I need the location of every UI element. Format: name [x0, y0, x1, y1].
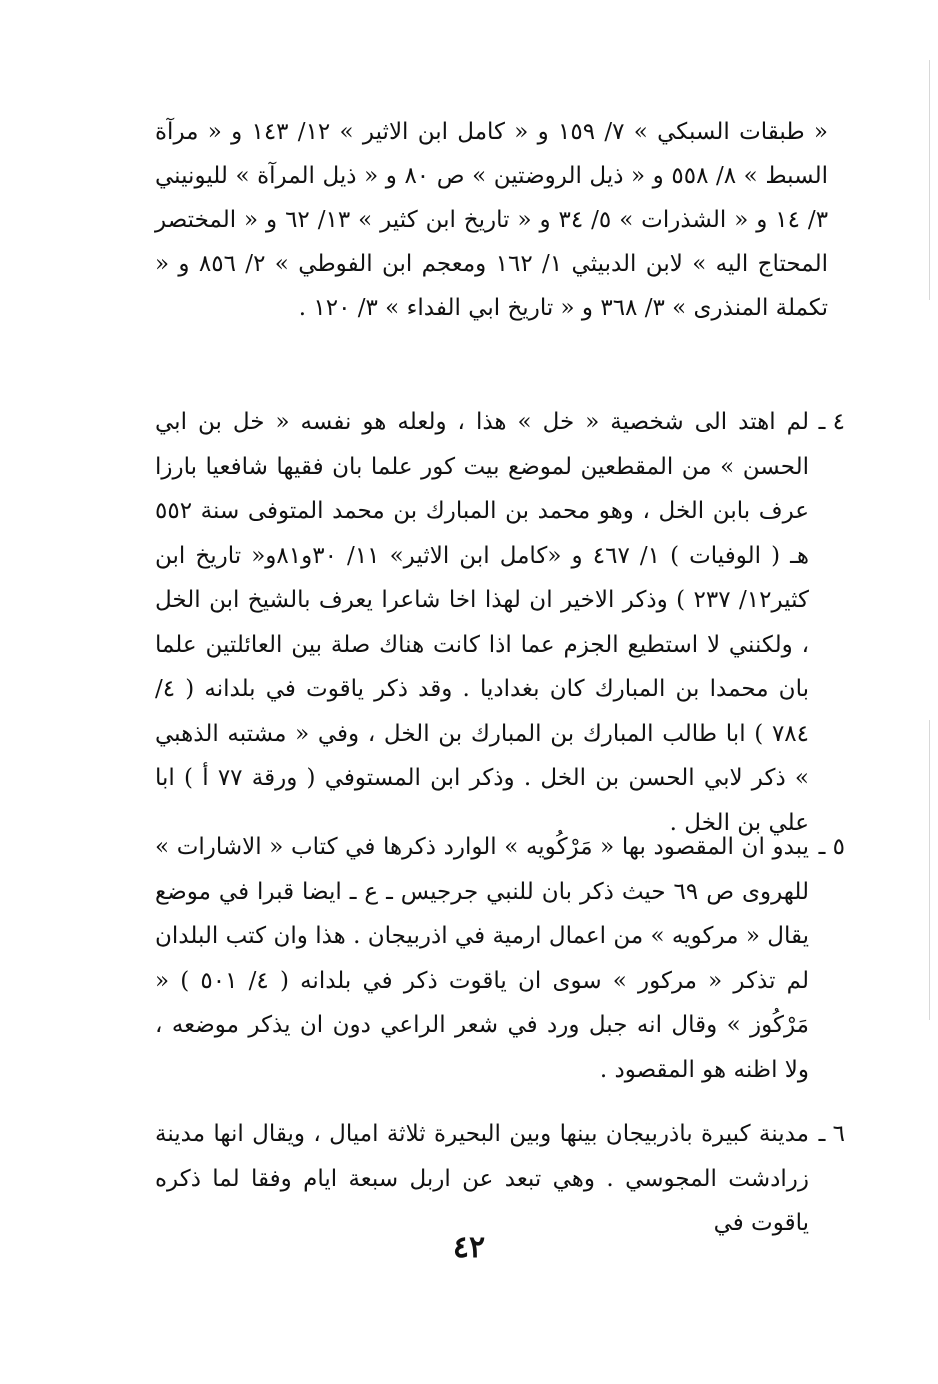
footnote-text: يبدو ان المقصود بها « مَرْكُويه » الوارد ذكرها في كتاب « الاشارات » للهروى ص ٦٩ حيث ذكر بان للنبي جرجيس ـ ع ـ ايضا قبرا في موضع يقال « مركويه » من اعمال ارمية في اذربيجان . هذا وان كتب البلدان لم تذكر « مركور » سوى ان ياقوت ذكر في بلدانه ( ٤/ ٥٠١ ) « مَرْكُوز » وقال انه جبل ورد في شعر الراعي دون ان يذكر موضعه ، ولا اظنه هو المقصود .: [155, 834, 810, 1083]
footnote-number: ٦ ـ: [818, 1121, 845, 1147]
footnote-5: [155, 825, 845, 1092]
footnote-text: لم اهتد الى شخصية « خل » هذا ، ولعله هو نفسه « خل بن ابي الحسن » من المقطعين لموضع بيت كور علما بان فقيها شافعيا بارزا عرف بابن الخل ، وهو محمد بن المبارك بن محمد المتوفى سنة ٥٥٢ هـ ( الوفيات ) ١/ ٤٦٧ و «كامل ابن الاثير» ١١/ ٣٠و٨١و« تاريخ ابن كثير١٢/ ٢٣٧ ) وذكر الاخير ان لهذا اخا شاعرا يعرف بالشيخ ابن الخل ، ولكنني لا استطيع الجزم عما اذا كانت هناك صلة بين العائلتين علما بان محمدا بن المبارك كان بغداديا . وقد ذكر ياقوت في بلدانه ( ٤/ ٧٨٤ ) ابا طالب المبارك بن المبارك بن الخل ، وفي « مشتبه الذهبي » ذكر لابي الحسن بن الخل . وذكر ابن المستوفي ( ورقة ٧٧ أ ) ابا علي بن الخل .: [155, 409, 810, 836]
footnote-number: ٤ ـ: [818, 409, 845, 435]
footnote-text: مدينة كبيرة باذربيجان بينها وبين البحيرة ثلاثة اميال ، ويقال انها مدينة زرادشت المجوسي . وهي تبعد عن اربل سبعة ايام وفقا لما ذكره ياقوت في: [155, 1121, 809, 1236]
intro-paragraph: « طبقات السبكي » ٧/ ١٥٩ و « كامل ابن الاثير » ١٢/ ١٤٣ و « مرآة السبط » ٨/ ٥٥٨ و « ذيل الروضتين » ص ٨٠ و « ذيل المرآة » لليونيني ٣/ ١٤ و « الشذرات » ٥/ ٣٤ و « تاريخ ابن كثير » ١٣/ ٦٢ و « المختصر المحتاج اليه » لابن الدبيثي ١/ ١٦٢ ومعجم ابن الفوطي » ٢/ ٨٥٦ و « تكملة المنذرى » ٣/ ٣٦٨ و « تاريخ ابي الفداء » ٣/ ١٢٠ .: [155, 119, 829, 321]
scan-edge-mark: [929, 60, 930, 300]
footnote-6: [155, 1112, 845, 1246]
page-number: ٤٢: [452, 1230, 486, 1265]
footnote-number: ٥ ـ: [818, 834, 845, 860]
scan-edge-mark: [929, 720, 930, 1020]
footnote-4: [155, 400, 845, 845]
